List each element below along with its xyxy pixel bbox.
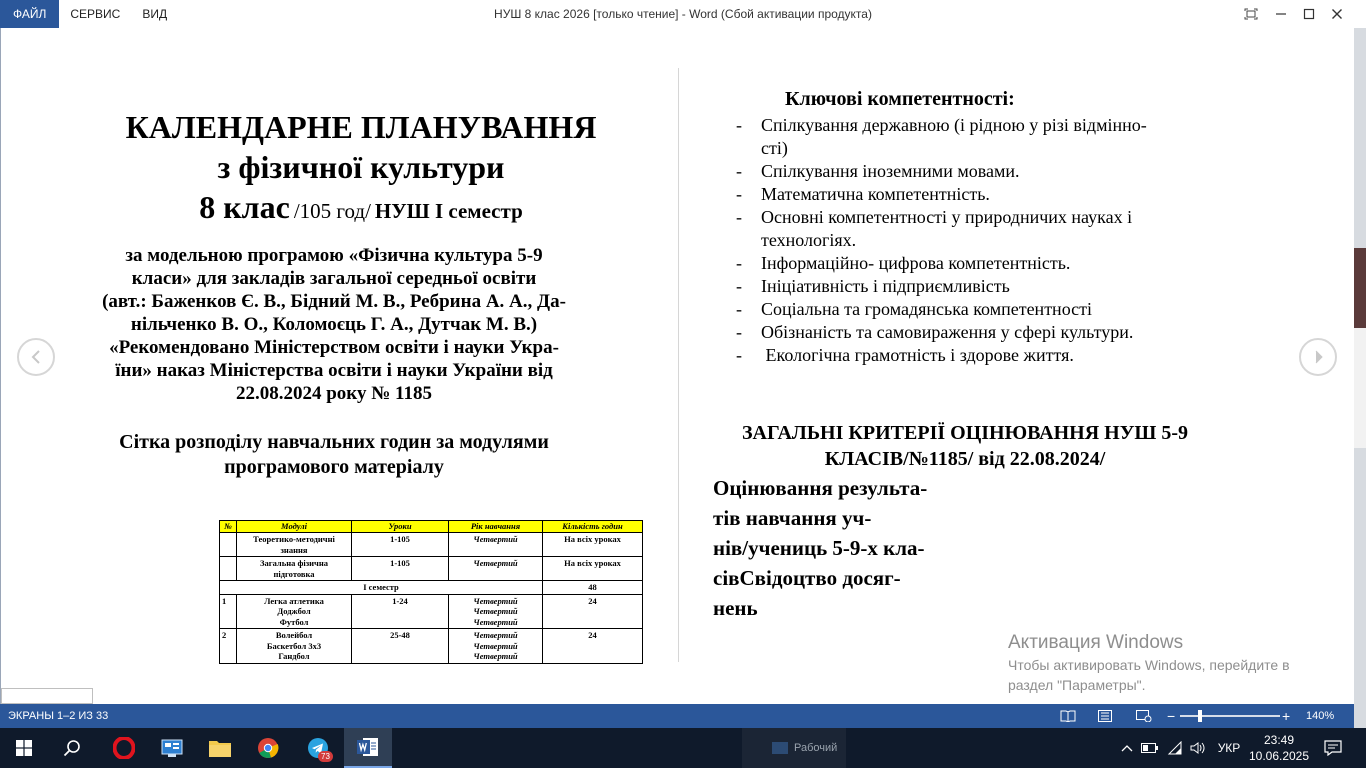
module-lessons: 1-24 — [352, 594, 449, 629]
module-name: Доджбол — [277, 606, 311, 616]
list-item: - Ініціативність і підприємливість — [736, 276, 1010, 296]
module-name: Гандбол — [278, 651, 310, 661]
program-description-line: «Рекомендовано Міністерством освіти і науки Укра- — [109, 337, 559, 358]
table-row — [220, 557, 643, 581]
table-header: Рік навчання — [449, 521, 543, 533]
maximize-icon[interactable] — [1294, 0, 1324, 28]
competencies-heading: Ключові компетентності: — [785, 88, 1015, 110]
activation-watermark-title: Активация Windows — [1008, 632, 1184, 653]
module-year: Четвертий — [473, 651, 518, 661]
grade: 8 клас — [199, 189, 290, 225]
chevron-right-icon — [1312, 350, 1324, 364]
next-page-button[interactable] — [1299, 338, 1337, 376]
horizontal-scrollbar[interactable] — [1, 688, 93, 704]
minimize-icon[interactable] — [1266, 0, 1296, 28]
program-description-line: (авт.: Баженков Є. В., Бідний М. В., Ребрина А. А., Да- — [102, 291, 566, 312]
zoom-in-button[interactable]: + — [1282, 708, 1291, 724]
zoom-level[interactable]: 140% — [1306, 710, 1335, 722]
table-header: Кількість годин — [543, 521, 643, 533]
list-item: - Математична компетентність. — [736, 184, 990, 204]
list-item: - Спілкування іноземними мовами. — [736, 161, 1020, 181]
table-cell: На всіх уроках — [543, 557, 643, 581]
web-layout-icon[interactable] — [1136, 704, 1154, 728]
zoom-out-button[interactable]: − — [1167, 708, 1176, 724]
wifi-icon[interactable] — [1165, 728, 1185, 768]
folder-icon — [208, 738, 232, 758]
taskbar-telegram[interactable] — [294, 728, 342, 768]
evaluation-text-line: Оцінювання результа- — [713, 476, 928, 500]
list-dash: - — [736, 345, 742, 365]
list-item: - Інформаційно- цифрова компетентність. — [736, 253, 1071, 273]
module-number: 2 — [220, 629, 237, 664]
table-cell: Четвертий — [449, 533, 543, 557]
plan-title: КАЛЕНДАРНЕ ПЛАНУВАННЯ — [125, 109, 597, 145]
previous-page-button[interactable] — [17, 338, 55, 376]
evaluation-text-line: тів навчання уч- — [713, 506, 872, 530]
control-panel-icon — [161, 738, 183, 758]
search-icon — [63, 739, 81, 757]
module-year: Четвертий — [473, 616, 518, 627]
activation-watermark-text: Чтобы активировать Windows, перейдите в — [1008, 657, 1290, 673]
list-item: - Обізнаність та самовираження у сфері культури. — [736, 322, 1134, 342]
table-header: № — [220, 521, 237, 533]
module-names — [237, 629, 352, 664]
list-item: - Соціальна та громадянська компетентності — [736, 299, 1092, 319]
module-year: Четвертий — [473, 606, 518, 616]
list-dash: - — [736, 115, 742, 135]
taskbar-chrome[interactable] — [244, 728, 292, 768]
screen-counter: ЭКРАНЫ 1–2 ИЗ 33 — [8, 710, 109, 722]
volume-icon[interactable] — [1188, 728, 1208, 768]
windows-icon — [16, 740, 32, 756]
activation-watermark-text: раздел "Параметры". — [1008, 677, 1146, 693]
semester: НУШ І семестр — [374, 199, 523, 223]
table-cell — [220, 533, 237, 557]
list-dash: - — [736, 253, 742, 273]
list-item: - Основні компетентності у природничих науках і технологіях. — [736, 207, 1133, 250]
grade-line — [61, 188, 661, 233]
language-indicator[interactable]: УКР — [1217, 741, 1241, 755]
clock-time: 23:49 — [1263, 733, 1295, 747]
program-description-line: 22.08.2024 року № 1185 — [235, 383, 433, 404]
opera-icon — [113, 737, 135, 759]
table-cell: 1-105 — [352, 557, 449, 581]
list-dash: - — [736, 276, 742, 296]
tab-file[interactable]: ФАЙЛ — [0, 0, 59, 28]
module-years — [449, 594, 543, 629]
list-dash: - — [736, 161, 742, 181]
module-hours: 24 — [543, 629, 643, 664]
taskbar-control-panel[interactable] — [148, 728, 196, 768]
telegram-badge: 73 — [318, 751, 333, 762]
module-year: Четвертий — [473, 595, 518, 606]
tray-overflow-icon[interactable] — [1118, 728, 1136, 768]
document-reader[interactable] — [0, 28, 1354, 704]
module-name: Легка атлетика — [264, 595, 324, 606]
criteria-heading: КЛАСІВ/№1185/ від 22.08.2024/ — [824, 448, 1106, 470]
table-cell — [220, 557, 237, 581]
module-years — [449, 629, 543, 664]
chrome-icon — [257, 737, 279, 759]
clock[interactable] — [1250, 728, 1308, 768]
table-cell: Четвертий — [449, 557, 543, 581]
start-button[interactable] — [0, 728, 48, 768]
taskbar — [0, 728, 1366, 768]
notifications-icon[interactable] — [1318, 728, 1348, 768]
module-year: Четвертий — [473, 640, 518, 651]
taskbar-word[interactable] — [344, 728, 392, 768]
module-year: Четвертий — [473, 630, 518, 640]
module-name: Футбол — [279, 616, 309, 627]
table-row — [220, 533, 643, 557]
table-cell: На всіх уроках — [543, 533, 643, 557]
semester-row — [220, 581, 643, 595]
semester-hours: 48 — [543, 581, 643, 595]
tab-view[interactable]: ВИД — [142, 7, 168, 21]
zoom-slider-track[interactable] — [1180, 715, 1280, 717]
desktop-icon — [772, 742, 788, 754]
program-description-line: класи» для закладів загальної середньої освіти — [131, 268, 537, 289]
list-dash: - — [736, 207, 742, 227]
search-button[interactable] — [48, 728, 96, 768]
print-layout-icon[interactable] — [1098, 704, 1116, 728]
grid-heading: Сітка розподілу навчальних годин за модулями — [119, 431, 549, 453]
title-bar — [0, 0, 1366, 28]
competencies-list — [734, 114, 1234, 367]
module-lessons: 25-48 — [352, 629, 449, 664]
list-dash: - — [736, 299, 742, 319]
table-cell: Загальна фізична підготовка — [237, 557, 352, 581]
grid-heading: програмового матеріалу — [224, 456, 444, 478]
taskbar-opera[interactable] — [100, 728, 148, 768]
hours: /105 год/ — [293, 199, 371, 223]
module-hours: 24 — [543, 594, 643, 629]
evaluation-text-line: нень — [713, 596, 758, 620]
table-cell: 1-105 — [352, 533, 449, 557]
chevron-left-icon — [30, 350, 42, 364]
table-header: Модулі — [237, 521, 352, 533]
module-name: Волейбол — [275, 630, 313, 640]
table-header: Уроки — [352, 521, 449, 533]
module-number: 1 — [220, 594, 237, 629]
hours-distribution-table — [219, 520, 643, 664]
fullscreen-icon[interactable] — [1236, 0, 1266, 28]
table-header-row — [220, 521, 643, 533]
criteria-heading: ЗАГАЛЬНІ КРИТЕРІЇ ОЦІНЮВАННЯ НУШ 5-9 — [741, 422, 1189, 444]
plan-subject: з фізичної культури — [217, 149, 505, 185]
page-divider — [678, 68, 679, 662]
program-description-line: їни» наказ Міністерства освіти і науки України від — [115, 360, 553, 381]
list-item: - Спілкування державною (і рідною у різі відмінно- сті) — [736, 115, 1147, 158]
close-icon[interactable] — [1322, 0, 1352, 28]
table-row — [220, 594, 643, 629]
background-window-strip — [1354, 704, 1366, 728]
list-dash: - — [736, 322, 742, 342]
list-dash: - — [736, 184, 742, 204]
table-row — [220, 629, 643, 664]
tab-service[interactable]: СЕРВИС — [70, 7, 121, 21]
clock-date: 10.06.2025 — [1248, 749, 1310, 763]
program-description-line: нільченко В. О., Коломоєць Г. А., Дутчак М. В.) — [130, 314, 538, 335]
taskbar-file-explorer[interactable] — [196, 728, 244, 768]
table-cell: Теоретико-методичні знання — [237, 533, 352, 557]
module-names — [237, 594, 352, 629]
desktop-label: Рабочий — [794, 742, 838, 754]
program-description-line: за модельною програмою «Фізична культура 5-9 — [125, 245, 543, 266]
desktop-thumbnail[interactable] — [742, 728, 846, 768]
battery-icon[interactable] — [1140, 728, 1160, 768]
document-title: НУШ 8 клас 2026 [только чтение] - Word (Сбой активации продукта) — [494, 7, 872, 21]
evaluation-text-line: сівСвідоцтво досяг- — [713, 566, 901, 590]
semester-label: І семестр — [220, 581, 543, 595]
list-item: - Екологічна грамотність і здорове життя. — [736, 345, 1074, 365]
evaluation-text-line: нів/учениць 5-9-х кла- — [713, 536, 925, 560]
module-name: Баскетбол 3х3 — [266, 640, 322, 651]
read-mode-icon[interactable] — [1060, 704, 1078, 728]
status-bar — [0, 704, 1354, 728]
word-icon — [357, 737, 379, 757]
background-window-strip — [1354, 28, 1366, 704]
zoom-slider-handle[interactable] — [1198, 710, 1202, 722]
